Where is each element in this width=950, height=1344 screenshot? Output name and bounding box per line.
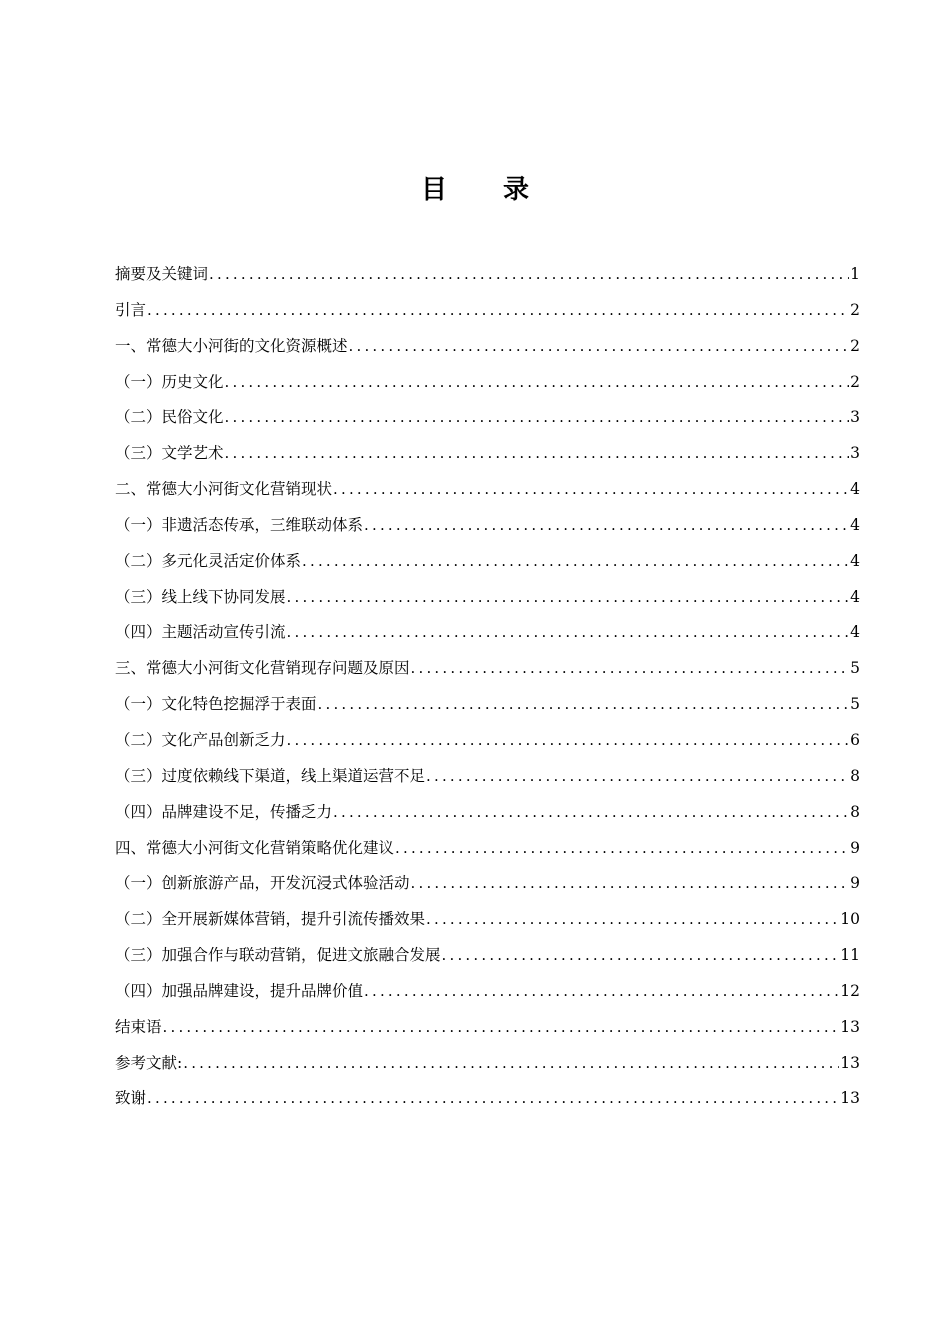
toc-entry-text: （一）非遗活态传承，三维联动体系 xyxy=(115,515,364,534)
toc-page-number: 4 xyxy=(850,623,860,642)
toc-entry[interactable] xyxy=(115,795,860,831)
toc-page-number: 3 xyxy=(850,444,860,463)
toc-entry[interactable] xyxy=(115,615,860,651)
toc-page-number: 2 xyxy=(850,372,860,391)
toc-page-number: 9 xyxy=(850,838,860,857)
toc-leader-dots xyxy=(302,544,849,580)
toc-entry-text: 致谢 xyxy=(115,1089,147,1108)
toc-entry-text: （四）主题活动宣传引流 xyxy=(115,623,286,642)
toc-entry[interactable] xyxy=(115,580,860,616)
toc-entry[interactable] xyxy=(115,257,860,293)
toc-page-number: 8 xyxy=(850,766,860,785)
toc-page-number: 13 xyxy=(840,1089,860,1108)
toc-entry-text: （二）全开展新媒体营销，提升引流传播效果 xyxy=(115,910,426,929)
toc-leader-dots xyxy=(333,795,849,831)
toc-entry-text: 结束语 xyxy=(115,1017,162,1036)
toc-page-number: 4 xyxy=(850,515,860,534)
toc-leader-dots xyxy=(287,723,850,759)
toc-leader-dots xyxy=(287,615,850,651)
toc-entry-text: （三）线上线下协同发展 xyxy=(115,587,286,606)
toc-page-number: 2 xyxy=(850,336,860,355)
toc-leader-dots xyxy=(426,759,849,795)
toc-leader-dots xyxy=(349,329,850,365)
toc-page-number: 11 xyxy=(840,946,860,965)
toc-leader-dots xyxy=(225,400,850,436)
toc-leader-dots xyxy=(442,938,840,974)
toc-leader-dots xyxy=(225,365,850,401)
toc-leader-dots xyxy=(225,436,850,472)
toc-entry[interactable] xyxy=(115,293,860,329)
toc-page-number: 12 xyxy=(840,981,860,1000)
toc-entry[interactable] xyxy=(115,1010,860,1046)
toc-entry-text: （三）过度依赖线下渠道，线上渠道运营不足 xyxy=(115,766,426,785)
toc-page-number: 4 xyxy=(850,551,860,570)
toc-entry-text: （一）历史文化 xyxy=(115,372,224,391)
toc-leader-dots xyxy=(411,651,850,687)
toc-entry[interactable] xyxy=(115,329,860,365)
toc-entry[interactable] xyxy=(115,902,860,938)
toc-entry-text: 二、常德大小河街文化营销现状 xyxy=(115,480,333,499)
toc-entry[interactable] xyxy=(115,472,860,508)
toc-entry-text: （三）文学艺术 xyxy=(115,444,224,463)
toc-list xyxy=(115,257,860,1117)
toc-leader-dots xyxy=(364,508,849,544)
toc-leader-dots xyxy=(163,1010,840,1046)
toc-entry[interactable] xyxy=(115,1046,860,1082)
toc-page-number: 2 xyxy=(850,300,860,319)
toc-leader-dots xyxy=(426,902,839,938)
toc-entry-text: （一）文化特色挖掘浮于表面 xyxy=(115,695,317,714)
toc-entry[interactable] xyxy=(115,365,860,401)
toc-page-number: 4 xyxy=(850,587,860,606)
toc-entry[interactable] xyxy=(115,831,860,867)
toc-entry[interactable] xyxy=(115,866,860,902)
toc-leader-dots xyxy=(364,974,839,1010)
toc-leader-dots xyxy=(209,257,849,293)
toc-page-number: 5 xyxy=(850,695,860,714)
toc-page-number: 9 xyxy=(850,874,860,893)
toc-leader-dots xyxy=(183,1046,839,1082)
toc-entry[interactable] xyxy=(115,974,860,1010)
toc-page-number: 4 xyxy=(850,480,860,499)
toc-entry[interactable] xyxy=(115,938,860,974)
toc-entry[interactable] xyxy=(115,651,860,687)
toc-page-number: 3 xyxy=(850,408,860,427)
toc-page-number: 6 xyxy=(850,730,860,749)
toc-entry-text: （四）品牌建设不足，传播乏力 xyxy=(115,802,333,821)
toc-entry-text: （二）多元化灵活定价体系 xyxy=(115,551,302,570)
toc-entry[interactable] xyxy=(115,400,860,436)
toc-page-number: 5 xyxy=(850,659,860,678)
toc-entry[interactable] xyxy=(115,1081,860,1117)
toc-entry-text: （三）加强合作与联动营销，促进文旅融合发展 xyxy=(115,946,441,965)
toc-leader-dots xyxy=(411,866,850,902)
toc-entry-text: 摘要及关键词 xyxy=(115,265,209,283)
page-title: 目录 xyxy=(420,175,585,205)
toc-leader-dots xyxy=(395,831,849,867)
toc-page-number: 1 xyxy=(850,265,860,283)
toc-entry[interactable] xyxy=(115,687,860,723)
toc-leader-dots xyxy=(287,580,850,616)
toc-page-number: 10 xyxy=(840,910,860,929)
toc-leader-dots xyxy=(147,1081,839,1117)
toc-entry-text: （四）加强品牌建设，提升品牌价值 xyxy=(115,981,364,1000)
toc-entry-text: （一）创新旅游产品，开发沉浸式体验活动 xyxy=(115,874,410,893)
toc-entry[interactable] xyxy=(115,544,860,580)
toc-entry[interactable] xyxy=(115,508,860,544)
toc-page-number: 8 xyxy=(850,802,860,821)
toc-entry-text: （二）文化产品创新乏力 xyxy=(115,730,286,749)
toc-page-number: 13 xyxy=(840,1017,860,1036)
toc-entry[interactable] xyxy=(115,759,860,795)
toc-page-number: 13 xyxy=(840,1053,860,1072)
toc-leader-dots xyxy=(333,472,849,508)
toc-leader-dots xyxy=(318,687,850,723)
toc-leader-dots xyxy=(147,293,849,329)
toc-entry-text: （二）民俗文化 xyxy=(115,408,224,427)
toc-entry[interactable] xyxy=(115,723,860,759)
toc-entry[interactable] xyxy=(115,436,860,472)
toc-entry-text: 三、常德大小河街文化营销现存问题及原因 xyxy=(115,659,410,678)
toc-entry-text: 四、常德大小河街文化营销策略优化建议 xyxy=(115,838,395,857)
toc-entry-text: 参考文献: xyxy=(115,1053,183,1072)
toc-entry-text: 引言 xyxy=(115,300,147,319)
toc-entry-text: 一、常德大小河街的文化资源概述 xyxy=(115,336,348,355)
